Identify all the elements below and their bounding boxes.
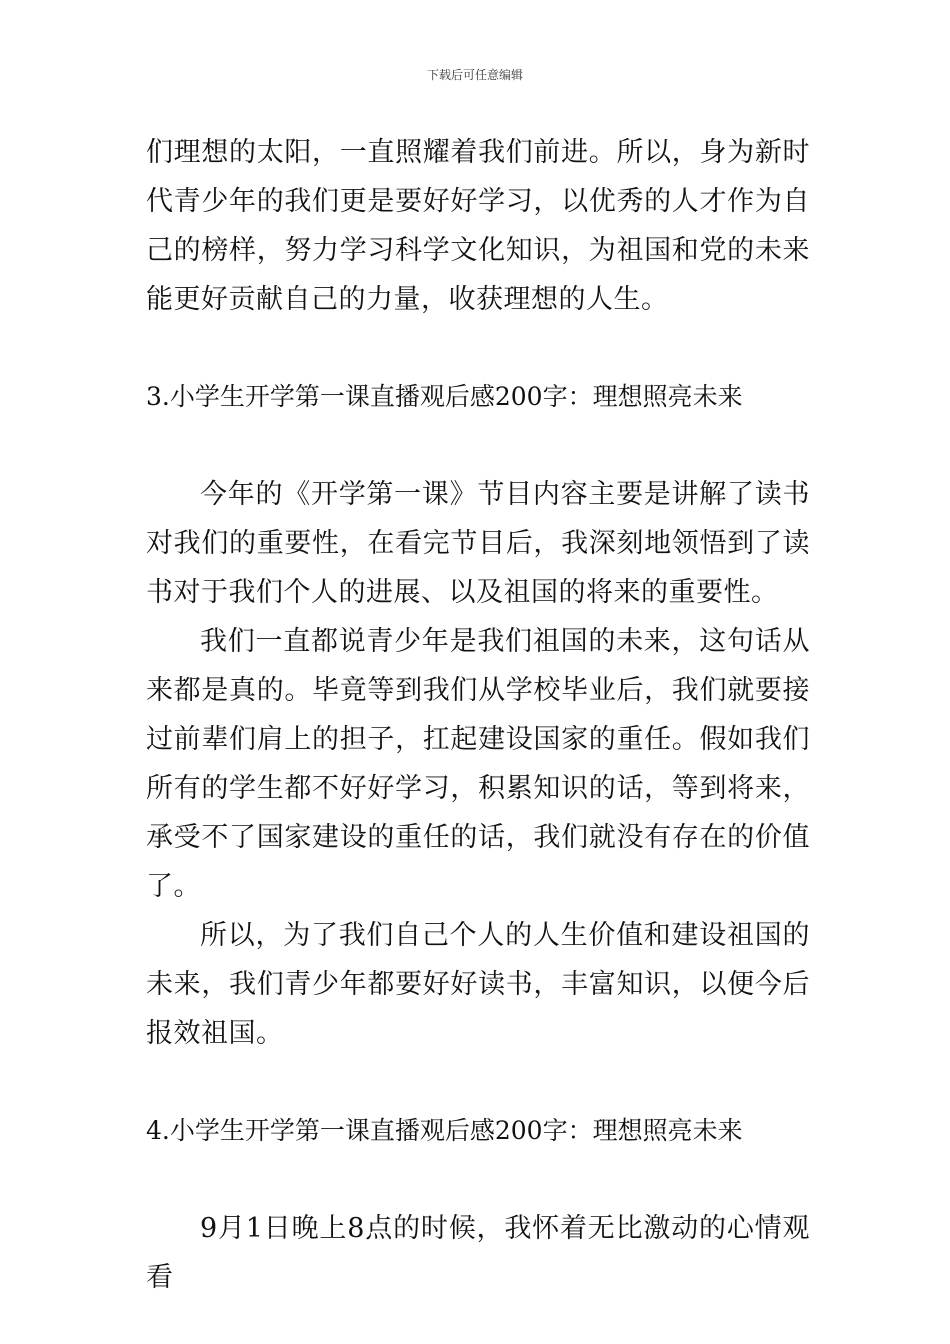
section-heading-4: 4.小学生开学第一课直播观后感200字：理想照亮未来 [146,1116,743,1145]
paragraph: 今年的《开学第一课》节目内容主要是讲解了读书对我们的重要性，在看完节目后，我深刻地领悟到了读书对于我们个人的进展、以及祖国的将来的重要性。 [146,479,810,608]
paragraph: 9月1日晚上8点的时候，我怀着无比激动的心情观看 [146,1213,810,1293]
paragraph-continuation: 们理想的太阳，一直照耀着我们前进。所以，身为新时代青少年的我们更是要好好学习，以优秀的人才作为自己的榜样，努力学习科学文化知识，为祖国和党的未来能更好贡献自己的力量，收获理想的人生。 [146,137,810,315]
section-heading-3: 3.小学生开学第一课直播观后感200字：理想照亮未来 [146,382,743,411]
document-body [146,128,810,1302]
paragraph: 我们一直都说青少年是我们祖国的未来，这句话从来都是真的。毕竟等到我们从学校毕业后，我们就要接过前辈们肩上的担子，扛起建设国家的重任。假如我们所有的学生都不好好学习，积累知识的话，等到将来，承受不了国家建设的重任的话，我们就没有存在的价值了。 [146,626,810,902]
header-note: 下载后可任意编辑 [426,68,523,82]
paragraph: 所以，为了我们自己个人的人生价值和建设祖国的未来，我们青少年都要好好读书，丰富知识，以便今后报效祖国。 [146,920,810,1049]
